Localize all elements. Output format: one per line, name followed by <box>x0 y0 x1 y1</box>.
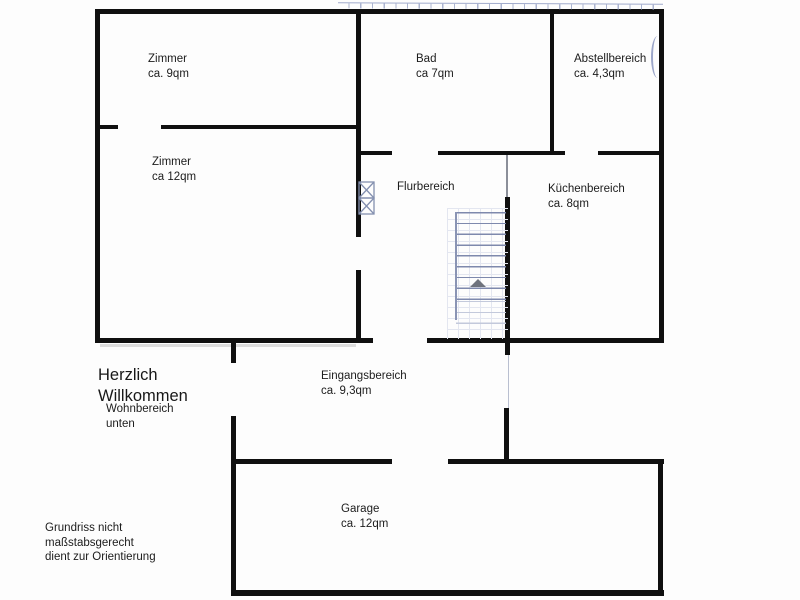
wall-stub-below-kueche <box>505 343 510 355</box>
level-note-line1: Wohnbereich <box>106 403 174 415</box>
welcome-line2: Willkommen <box>98 387 188 405</box>
disclaimer-line2: maßstabsgerecht <box>45 536 134 549</box>
room-area: ca. 9,3qm <box>321 385 372 397</box>
room-name: Abstellbereich <box>574 53 647 65</box>
room-label-abstellbereich <box>574 52 646 82</box>
room-label-eingangsbereich <box>321 369 407 399</box>
room-area: ca. 8qm <box>548 198 589 210</box>
room-label-flurbereich <box>397 180 455 195</box>
wall-zimmer-divider-left <box>95 125 118 129</box>
room-name: Eingangsbereich <box>321 370 407 382</box>
wall-zimmer-divider-main <box>161 125 360 129</box>
wall-garage-bottom <box>231 590 664 596</box>
welcome-text <box>98 365 188 407</box>
room-name: Zimmer <box>148 53 187 65</box>
staircase-steps-faint <box>456 301 506 333</box>
wall-kueche-thin-top <box>506 155 508 197</box>
staircase-direction-triangle <box>470 279 486 287</box>
room-label-garage <box>341 502 388 532</box>
disclaimer-line3: dient zur Orientierung <box>45 551 156 563</box>
room-name: Garage <box>341 503 380 515</box>
faint-line-entry-right <box>508 355 509 408</box>
room-name: Flurbereich <box>397 181 455 193</box>
wall-garage-left <box>231 416 236 596</box>
room-label-zimmer-12qm <box>152 155 196 185</box>
wall-entry-right <box>504 408 509 461</box>
room-label-kuechenbereich <box>548 182 625 212</box>
room-area: ca 12qm <box>152 171 197 183</box>
scan-shadow <box>100 344 356 347</box>
wall-bad-bottom-mid <box>438 151 565 155</box>
staircase-left-edge <box>455 212 457 320</box>
wall-outer-left <box>95 9 100 343</box>
level-note-line2: unten <box>106 417 135 430</box>
chimney-shaft-icon <box>358 181 377 222</box>
room-label-bad <box>416 52 454 82</box>
room-name: Bad <box>416 53 437 65</box>
wall-vertical-main-lower <box>356 270 361 343</box>
room-label-zimmer-9qm <box>148 52 189 82</box>
wall-abstell-bottom-right <box>598 151 664 155</box>
wall-garage-top-left <box>236 459 392 464</box>
room-name: Küchenbereich <box>548 183 625 195</box>
wall-garage-top-right <box>448 459 664 464</box>
scan-artifact-right-arc <box>651 36 664 78</box>
room-area: ca. 4,3qm <box>574 68 625 80</box>
wall-outer-top <box>95 9 664 14</box>
room-area: ca. 12qm <box>341 518 389 530</box>
level-note <box>106 402 174 431</box>
room-area: ca. 9qm <box>148 68 189 80</box>
wall-bad-abstell-divider <box>550 9 554 155</box>
staircase-steps <box>456 212 506 301</box>
disclaimer-line1: Grundriss nicht <box>45 522 123 534</box>
room-area: ca 7qm <box>416 68 454 80</box>
welcome-line1: Herzlich <box>98 366 158 384</box>
wall-garage-right <box>658 459 663 596</box>
wall-entry-left-stub <box>231 343 236 363</box>
room-name: Zimmer <box>152 156 191 168</box>
wall-bad-bottom-left <box>356 151 392 155</box>
disclaimer-note <box>45 521 156 565</box>
